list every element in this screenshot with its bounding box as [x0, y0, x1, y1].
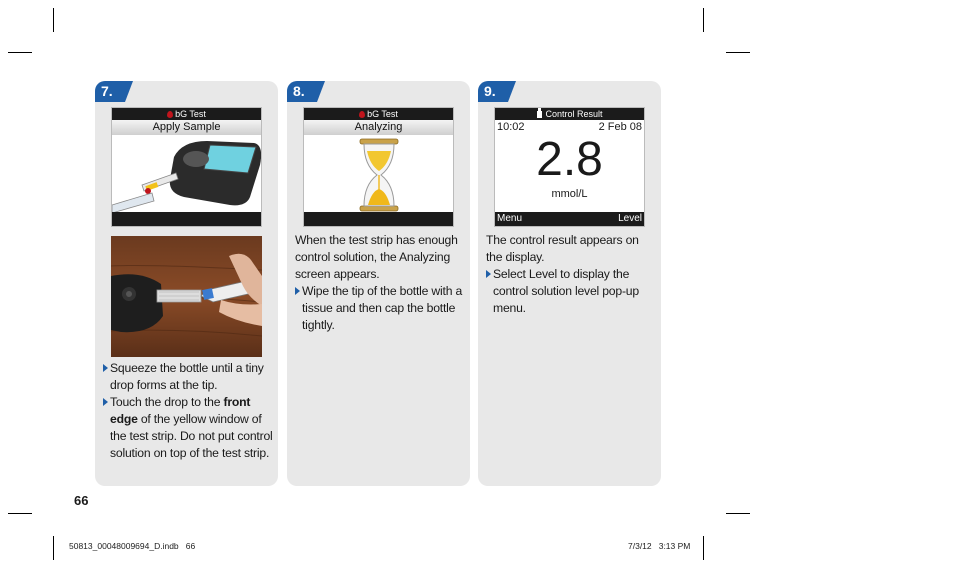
crop-mark [726, 52, 750, 53]
step-panel-8 [287, 81, 470, 486]
step-number-badge: 7. [95, 81, 125, 102]
menu-button[interactable]: Menu [497, 213, 523, 224]
crop-mark [53, 8, 54, 32]
screen-footer [304, 212, 453, 226]
instruction-emphasis: front edge [110, 395, 251, 426]
instruction-text: Squeeze the bottle until a tiny drop forms at the tip. [110, 361, 264, 392]
result-unit: mmol/L [551, 188, 588, 200]
crop-mark [703, 8, 704, 32]
instruction-bullet [295, 283, 465, 334]
crop-mark [726, 513, 750, 514]
crop-mark [53, 536, 54, 560]
step-panel-9 [478, 81, 661, 486]
result-value: 2.8 [536, 133, 603, 186]
screen-header [112, 108, 261, 120]
crop-mark [703, 536, 704, 560]
screen-time: 10:02 [497, 121, 525, 133]
screen-header-label: bG Test [175, 109, 206, 119]
screen-date: 2 Feb 08 [598, 121, 642, 133]
step-7-instructions [103, 360, 273, 462]
instruction-bullet [103, 360, 273, 394]
meter-screen-control-result [494, 107, 645, 227]
screen-header [304, 108, 453, 120]
instruction-text: Wipe the tip of the bottle with a tissue and then cap the bottle tightly. [302, 284, 463, 332]
instruction-bullet [103, 394, 273, 462]
intro-text: The control result appears on the display. [486, 233, 639, 264]
blood-drop-icon [167, 111, 173, 118]
level-button[interactable]: Level [618, 213, 642, 224]
step-panel-7 [95, 81, 278, 486]
screen-header-label: bG Test [367, 109, 398, 119]
step-9-instructions [486, 232, 656, 317]
step-number-badge: 8. [287, 81, 317, 102]
intro-text: When the test strip has enough control solution, the Analyzing screen appears. [295, 233, 458, 281]
bottle-icon [536, 108, 543, 118]
instruction-text: of the yellow window of the test strip. Do not put control solution on top of the test strip. [110, 412, 273, 460]
meter-screen-apply-sample [111, 107, 262, 227]
hourglass-icon [304, 135, 454, 215]
crop-mark [8, 52, 32, 53]
screen-header-label: Control Result [545, 109, 603, 119]
step-number-badge: 9. [478, 81, 508, 102]
meter-illustration [112, 135, 262, 215]
blood-drop-icon [359, 111, 365, 118]
print-date-time: 7/3/12 3:13 PM [628, 541, 691, 551]
meter-screen-analyzing [303, 107, 454, 227]
screen-time-row [495, 120, 644, 134]
page-number: 66 [74, 493, 89, 508]
instruction-text: Touch the drop to the [110, 395, 224, 409]
bottle-photo [111, 236, 262, 357]
file-info: 50813_00048009694_D.indb 66 [69, 541, 196, 551]
instruction-text: Select Level to display the control solution level pop-up menu. [493, 267, 639, 315]
screen-subtitle: Analyzing [304, 120, 453, 135]
screen-header [495, 108, 644, 120]
screen-subtitle: Apply Sample [112, 120, 261, 135]
crop-mark [8, 513, 32, 514]
screen-softkeys [495, 212, 644, 226]
instruction-bullet [486, 266, 656, 317]
screen-footer [112, 212, 261, 226]
step-8-instructions [295, 232, 465, 334]
